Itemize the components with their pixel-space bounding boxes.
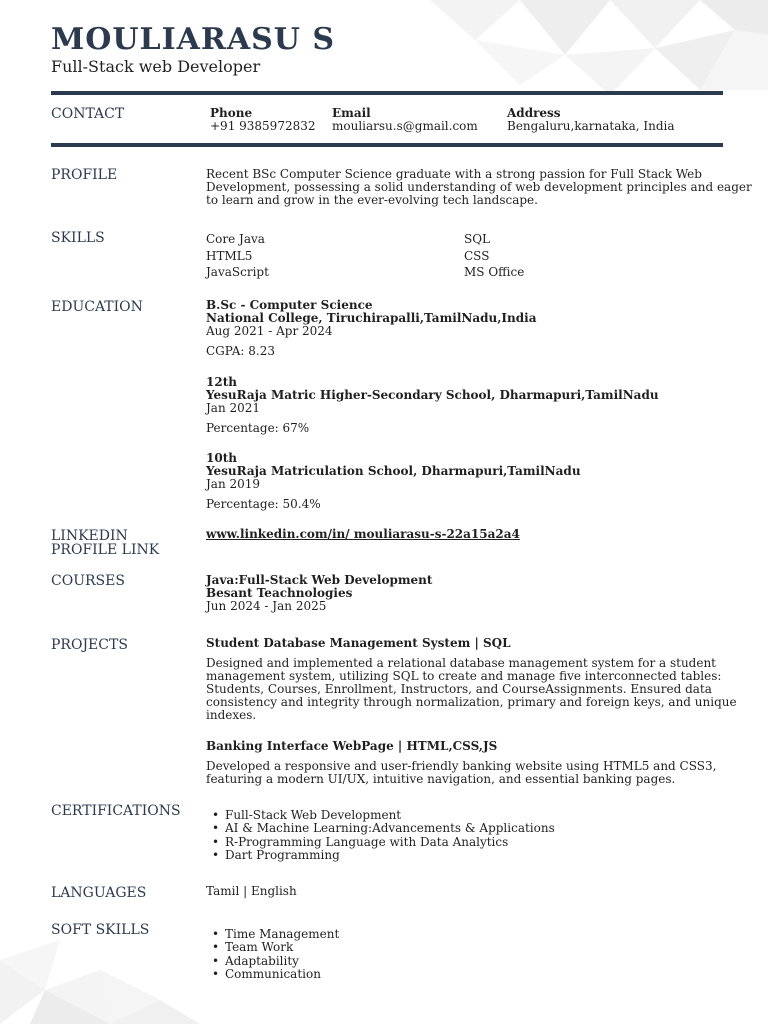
courses-section-title: COURSES (51, 573, 125, 589)
project-line: Designed and implemented a relational database management system for a student (206, 656, 716, 670)
education-degree: B.Sc - Computer Science (206, 298, 373, 312)
course-institute: Besant Teachnologies (206, 586, 353, 600)
course-name: Java:Full-Stack Web Development (206, 573, 433, 587)
languages-value: Tamil | English (206, 884, 297, 898)
skills-column-2 (464, 231, 524, 281)
soft-skills-list (206, 928, 339, 981)
skill-item: MS Office (464, 265, 525, 279)
course-dates: Jun 2024 - Jan 2025 (206, 599, 327, 613)
profile-line: to learn and grow in the ever-evolving tech landscape. (206, 193, 538, 207)
linkedin-section-title (51, 530, 159, 557)
phone-label: Phone (210, 106, 253, 120)
skill-item: JavaScript (206, 265, 269, 279)
address-label: Address (507, 106, 561, 120)
education-dates: Jan 2021 (206, 401, 261, 415)
soft-skill-item: • Team Work (206, 941, 339, 954)
project-description (206, 760, 716, 786)
address-value: Bengaluru,karnataka, India (507, 119, 675, 133)
project-line: Students, Courses, Enrollment, Instructors, and CourseAssignments. Ensured data (206, 682, 712, 696)
contact-bottom-divider (51, 143, 723, 147)
contact-top-divider (51, 91, 723, 95)
linkedin-profile-link[interactable]: www.linkedin.com/in/ mouliarasu-s-22a15a2a4 (206, 527, 520, 541)
education-score: CGPA: 8.23 (206, 344, 275, 358)
candidate-role: Full-Stack web Developer (51, 57, 261, 76)
soft-skills-section-title: SOFT SKILLS (51, 922, 150, 938)
profile-section-title: PROFILE (51, 167, 118, 183)
education-dates: Aug 2021 - Apr 2024 (206, 324, 333, 338)
linkedin-title-line: PROFILE LINK (51, 541, 160, 558)
skills-section-title: SKILLS (51, 230, 105, 246)
education-school: YesuRaja Matric Higher-Secondary School, Dharmapuri,TamilNadu (206, 388, 659, 402)
education-entry (206, 299, 537, 358)
certification-item: • Dart Programming (206, 849, 555, 862)
skill-item: HTML5 (206, 248, 253, 263)
skill-item: CSS (464, 248, 490, 263)
profile-summary (206, 168, 752, 207)
project-description (206, 657, 737, 722)
candidate-name: MOULIARASU S (51, 22, 336, 57)
education-score: Percentage: 67% (206, 421, 310, 435)
project-title: Banking Interface WebPage | HTML,CSS,JS (206, 739, 498, 753)
phone-value: +91 9385972832 (210, 119, 316, 133)
email-value: mouliarsu.s@gmail.com (332, 119, 478, 133)
languages-section-title: LANGUAGES (51, 885, 147, 901)
certifications-list (206, 809, 555, 862)
project-line: Developed a responsive and user-friendly banking website using HTML5 and CSS3, (206, 759, 717, 773)
skills-column-1 (206, 231, 269, 281)
education-dates: Jan 2019 (206, 477, 261, 491)
project-title: Student Database Management System | SQL (206, 636, 511, 650)
skill-item: Core Java (206, 232, 265, 246)
education-degree: 10th (206, 451, 237, 465)
linkedin-title-line: LINKEDIN (51, 528, 128, 544)
project-line: featuring a modern UI/UX, intuitive navigation, and essential banking pages. (206, 772, 676, 786)
education-school: National College, Tiruchirapalli,TamilNadu,India (206, 311, 537, 325)
education-entry (206, 452, 581, 511)
email-label: Email (332, 106, 371, 120)
course-entry (206, 574, 432, 613)
education-degree: 12th (206, 375, 237, 389)
profile-line: Recent BSc Computer Science graduate with a strong passion for Full Stack Web (206, 167, 702, 181)
soft-skill-item: • Adaptability (206, 955, 339, 968)
certification-item: • AI & Machine Learning:Advancements & Applications (206, 822, 555, 835)
skill-item: SQL (464, 232, 491, 246)
projects-section-title: PROJECTS (51, 637, 128, 653)
soft-skill-item: • Time Management (206, 928, 339, 941)
certification-item: • R-Programming Language with Data Analytics (206, 836, 555, 849)
education-school: YesuRaja Matriculation School, Dharmapuri,TamilNadu (206, 464, 581, 478)
contact-section-title: CONTACT (51, 106, 125, 122)
project-line: consistency and integrity through normalization, primary and foreign keys, and unique (206, 695, 737, 709)
education-score: Percentage: 50.4% (206, 497, 321, 511)
education-section-title: EDUCATION (51, 299, 143, 315)
project-line: management system, utilizing SQL to create and manage five interconnected tables: (206, 669, 722, 683)
project-line: indexes. (206, 708, 257, 722)
certification-item: • Full-Stack Web Development (206, 809, 555, 822)
certifications-section-title: CERTIFICATIONS (51, 803, 181, 819)
education-entry (206, 376, 659, 435)
profile-line: Development, possessing a solid understanding of web development principles and eager (206, 180, 752, 194)
soft-skill-item: • Communication (206, 968, 339, 981)
